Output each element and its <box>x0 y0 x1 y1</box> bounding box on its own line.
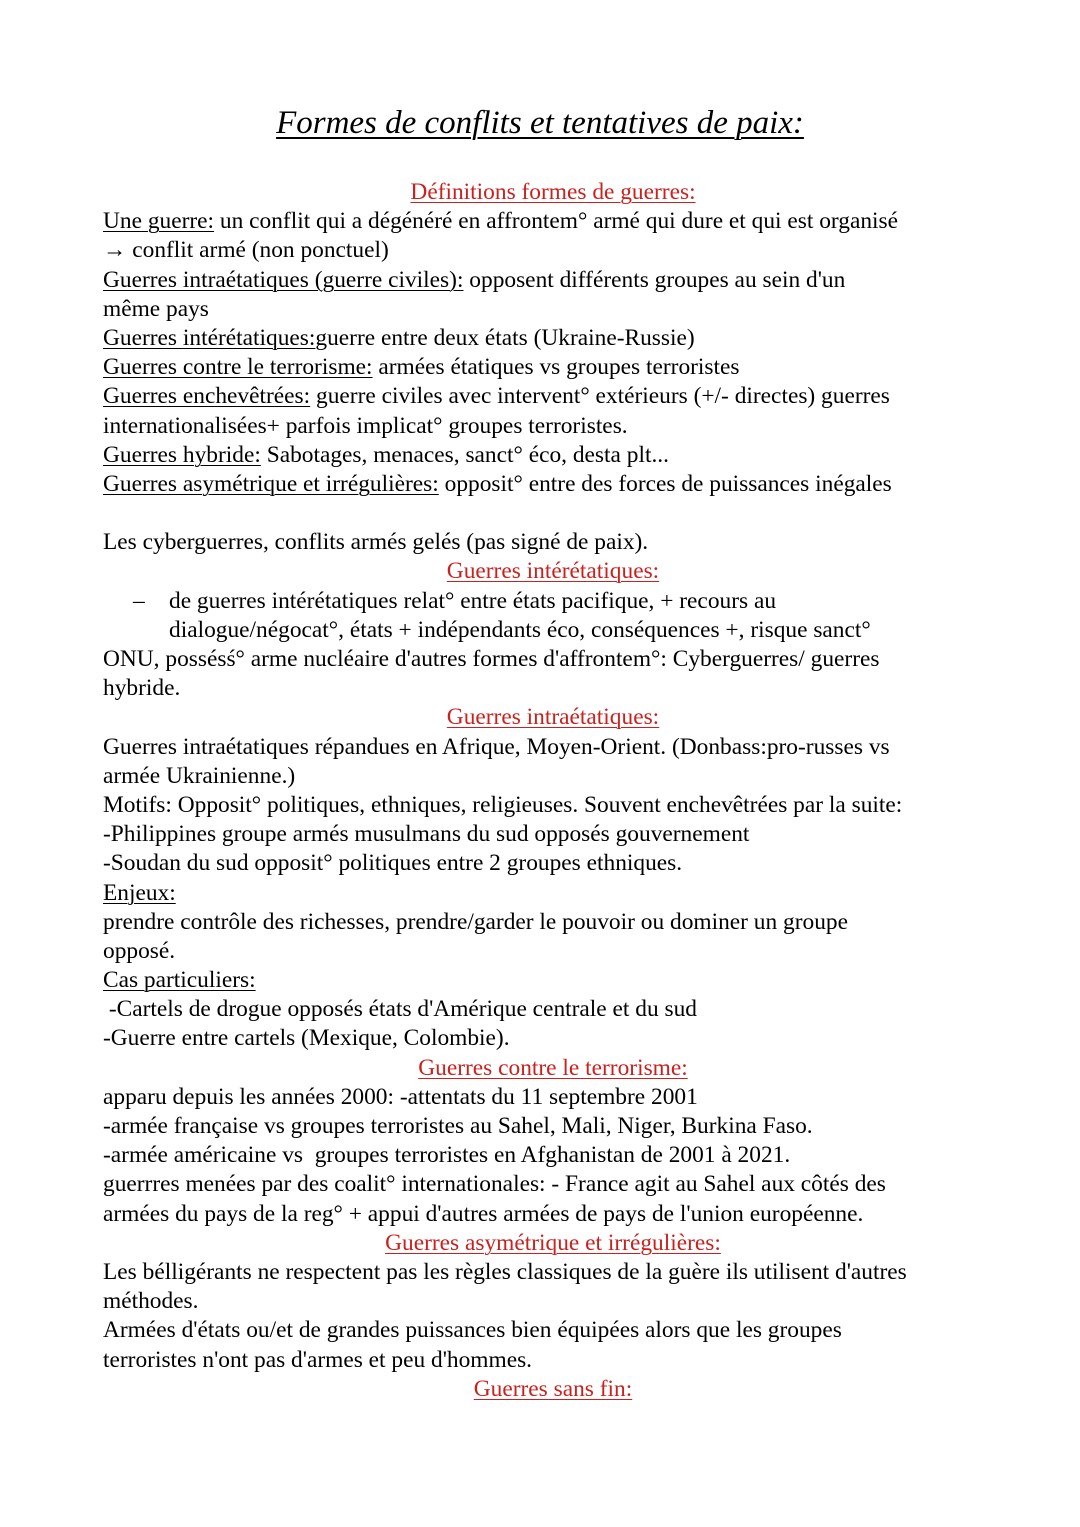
text-line: -Cartels de drogue opposés états d'Amérique centrale et du sud <box>103 996 697 1023</box>
definition-term: Guerres intraétatiques (guerre civiles): <box>103 266 464 293</box>
section-heading-asymetrique: Guerres asymétrique et irrégulières: <box>385 1229 721 1256</box>
bullet-item <box>103 587 1003 616</box>
definition-text: opposit° entre des forces de puissances inégales <box>438 470 892 497</box>
enjeux-label: Enjeux: <box>103 879 176 906</box>
definition-line <box>103 207 1003 236</box>
definition-text: armées étatiques vs groupes terroristes <box>372 354 740 381</box>
definition-continuation: internationalisées+ parfois implicat° groupes terroristes. <box>103 412 628 439</box>
definition-line <box>103 353 1003 382</box>
definition-line <box>103 382 1003 411</box>
text-line: -Philippines groupe armés musulmans du sud opposés gouvernement <box>103 821 750 848</box>
text-line: -Soudan du sud opposit° politiques entre 2 groupes ethniques. <box>103 850 683 877</box>
definition-text: Sabotages, menaces, sanct° éco, desta plt... <box>260 441 670 468</box>
bullet-text: de guerres intérétatiques relat° entre états pacifique, + recours au <box>169 587 777 614</box>
text-line: opposé. <box>103 937 176 964</box>
definition-term: Guerres intérétatiques: <box>103 324 316 351</box>
bullet-continuation: dialogue/négocat°, états + indépendants éco, conséquences +, risque sanct° <box>169 616 871 643</box>
section-heading-intraetatiques: Guerres intraétatiques: <box>446 704 660 731</box>
definition-line <box>103 324 1003 353</box>
blank-line <box>103 499 1003 528</box>
text-line: guerrres menées par des coalit° internationales: - France agit au Sahel aux côtés des <box>103 1171 886 1198</box>
text-line: armée Ukrainienne.) <box>103 762 296 789</box>
definition-term: Guerres hybride: <box>103 441 261 468</box>
definition-term: Guerres contre le terrorisme: <box>103 354 373 381</box>
text-line: -Guerre entre cartels (Mexique, Colombie). <box>103 1025 510 1052</box>
subheading-enjeux <box>103 879 1003 908</box>
text-line: -armée française vs groupes terroristes au Sahel, Mali, Niger, Burkina Faso. <box>103 1113 813 1139</box>
text-line: Armées d'états ou/et de grandes puissances bien équipées alors que les groupes <box>103 1317 842 1344</box>
definition-line <box>103 441 1003 470</box>
text-line: terroristes n'ont pas d'armes et peu d'hommes. <box>103 1346 533 1373</box>
definition-text: guerre civiles avec intervent° extérieurs (+/- directes) guerres <box>310 383 890 410</box>
definition-line <box>103 470 1003 499</box>
definition-term: Guerres asymétrique et irrégulières: <box>103 470 439 497</box>
definition-text: un conflit qui a dégénéré en affrontem° armé qui dure et qui est organisé <box>214 208 899 235</box>
definition-text: opposent différents groupes au sein d'un <box>463 266 846 293</box>
section-heading-terrorisme: Guerres contre le terrorisme: <box>418 1054 688 1081</box>
definition-term: Guerres enchevêtrées: <box>103 383 311 410</box>
text-line: apparu depuis les années 2000: -attentats du 11 septembre 2001 <box>103 1083 698 1110</box>
section-heading-sans-fin: Guerres sans fin: <box>473 1375 633 1402</box>
cas-label: Cas particuliers: <box>103 967 256 994</box>
text-line: -armée américaine vs groupes terroristes en Afghanistan de 2001 à 2021. <box>103 1142 791 1169</box>
text-line: prendre contrôle des richesses, prendre/garder le pouvoir ou dominer un groupe <box>103 908 848 935</box>
document-title: Formes de conflits et tentatives de paix: <box>276 105 804 141</box>
subheading-cas-particuliers <box>103 966 1003 995</box>
definition-continuation: même pays <box>103 295 209 322</box>
dash-bullet-icon: – <box>133 587 145 614</box>
definition-line <box>103 266 1003 295</box>
definition-continuation: → conflit armé (non ponctuel) <box>103 237 389 264</box>
section-heading-definitions: Définitions formes de guerres: <box>410 179 696 205</box>
definition-term: Une guerre: <box>103 208 215 235</box>
document-body <box>103 178 1003 1404</box>
section-heading-interetatiques: Guerres intérétatiques: <box>446 558 660 585</box>
text-line: Guerres intraétatiques répandues en Afrique, Moyen-Orient. (Donbass:pro-russes vs <box>103 733 890 760</box>
definition-text: guerre entre deux états (Ukraine-Russie) <box>315 324 695 351</box>
text-line: ONU, possésś° arme nucléaire d'autres formes d'affrontem°: Cyberguerres/ guerres <box>103 646 880 672</box>
text-line: Les bélligérants ne respectent pas les règles classiques de la guère ils utilisent d'autres <box>103 1258 907 1285</box>
text-line: méthodes. <box>103 1288 199 1315</box>
text-line: Motifs: Opposit° politiques, ethniques, religieuses. Souvent enchevêtrées par la suite: <box>103 791 903 818</box>
text-line: hybride. <box>103 675 181 702</box>
text-line: armées du pays de la reg° + appui d'autres armées de pays de l'union européenne. <box>103 1200 864 1227</box>
note-line: Les cyberguerres, conflits armés gelés (pas signé de paix). <box>103 529 649 556</box>
